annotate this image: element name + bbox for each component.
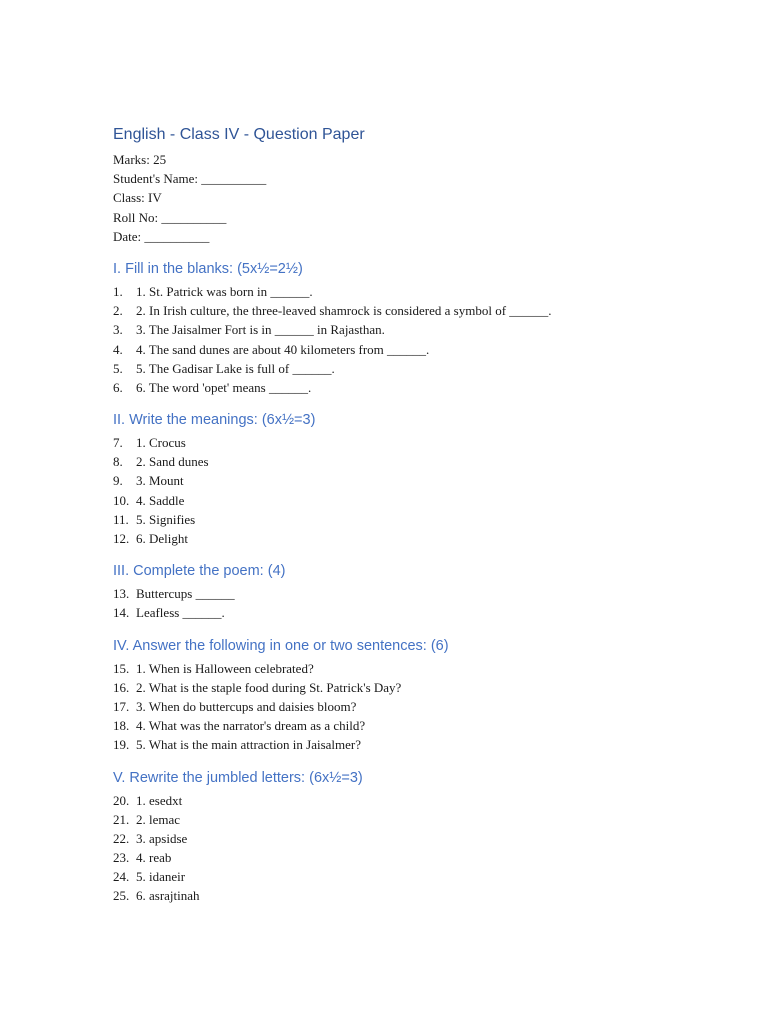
question-text: 5. What is the main attraction in Jaisalmer?	[136, 737, 362, 753]
question-text: 3. Mount	[136, 473, 184, 489]
question-text: Buttercups ______	[136, 586, 235, 602]
question-number: 8.	[113, 454, 123, 470]
question-item	[113, 378, 713, 397]
question-list	[113, 584, 713, 622]
question-number: 2.	[113, 303, 123, 319]
question-text: 3. apsidse	[136, 830, 188, 846]
question-text: 2. Sand dunes	[136, 454, 209, 470]
question-item	[113, 697, 713, 716]
question-text: 4. Saddle	[136, 492, 185, 508]
question-item	[113, 452, 713, 471]
section-heading: II. Write the meanings: (6x½=3)	[113, 412, 316, 429]
student-name-line: Student's Name: __________	[113, 171, 267, 187]
question-number: 12.	[113, 531, 130, 546]
question-item	[113, 848, 713, 867]
question-text: 4. The sand dunes are about 40 kilometers from ______.	[136, 341, 430, 357]
question-number: 5.	[113, 360, 123, 376]
section-complete-the-poem	[113, 561, 713, 622]
question-text: 2. lemac	[136, 811, 181, 827]
question-text: 6. The word 'opet' means ______.	[136, 379, 312, 395]
question-item	[113, 491, 713, 510]
question-item	[113, 810, 713, 829]
section-heading: I. Fill in the blanks: (5x½=2½)	[113, 260, 303, 277]
section-write-the-meanings	[113, 410, 713, 548]
question-text: 4. What was the narrator's dream as a child?	[136, 718, 366, 734]
question-text: 1. esedxt	[136, 792, 183, 808]
question-number: 19.	[113, 737, 130, 753]
question-item	[113, 340, 713, 359]
question-number: 9.	[113, 473, 123, 489]
question-number: 18.	[113, 718, 130, 734]
question-item	[113, 829, 713, 848]
question-number: 16.	[113, 679, 130, 695]
class-line: Class: IV	[113, 190, 162, 206]
question-item	[113, 320, 713, 339]
section-heading: IV. Answer the following in one or two sentences: (6)	[113, 637, 449, 654]
question-text: 6. asrajtinah	[136, 888, 200, 904]
question-number: 20.	[113, 792, 130, 808]
question-paper	[113, 124, 713, 906]
section-heading: III. Complete the poem: (4)	[113, 563, 286, 580]
question-number: 23.	[113, 850, 130, 866]
question-item	[113, 359, 713, 378]
question-number: 17.	[113, 698, 130, 714]
question-text: 4. reab	[136, 850, 172, 866]
question-number: 21.	[113, 811, 130, 827]
question-list	[113, 433, 713, 548]
question-item	[113, 301, 713, 320]
section-jumbled-letters	[113, 768, 713, 906]
question-item	[113, 510, 713, 529]
question-item	[113, 886, 713, 905]
question-item	[113, 735, 713, 754]
paper-meta	[113, 150, 713, 246]
question-number: 14.	[113, 605, 130, 621]
question-item	[113, 433, 713, 452]
question-text: 5. Signifies	[136, 511, 196, 527]
question-text: 3. The Jaisalmer Fort is in ______ in Rajasthan.	[136, 322, 385, 338]
question-item	[113, 584, 713, 603]
question-item	[113, 282, 713, 301]
question-text: 3. When do buttercups and daisies bloom?	[136, 698, 357, 714]
question-number: 1.	[113, 283, 123, 299]
marks-line: Marks: 25	[113, 152, 167, 167]
question-text: 2. What is the staple food during St. Patrick's Day?	[136, 679, 402, 695]
roll-no-line: Roll No: __________	[113, 209, 227, 225]
question-list	[113, 282, 713, 397]
question-number: 11.	[113, 511, 129, 527]
question-number: 15.	[113, 660, 130, 676]
question-number: 7.	[113, 435, 123, 451]
question-list	[113, 791, 713, 906]
question-item	[113, 867, 713, 886]
question-item	[113, 659, 713, 678]
question-text: 1. St. Patrick was born in ______.	[136, 283, 313, 299]
question-number: 13.	[113, 586, 130, 602]
question-number: 22.	[113, 830, 130, 846]
question-text: 2. In Irish culture, the three-leaved shamrock is considered a symbol of ______.	[136, 303, 552, 319]
page-title: English - Class IV - Question Paper	[113, 126, 365, 143]
question-number: 4.	[113, 341, 123, 357]
question-item	[113, 471, 713, 490]
question-text: 6. Delight	[136, 531, 188, 546]
question-number: 10.	[113, 492, 130, 508]
section-heading: V. Rewrite the jumbled letters: (6x½=3)	[113, 769, 363, 786]
question-item	[113, 678, 713, 697]
question-number: 6.	[113, 379, 123, 395]
section-answer-questions	[113, 636, 713, 755]
question-text: 1. When is Halloween celebrated?	[136, 660, 314, 676]
section-fill-in-the-blanks	[113, 259, 713, 397]
question-text: 1. Crocus	[136, 435, 186, 451]
question-number: 24.	[113, 869, 130, 885]
question-item	[113, 529, 713, 548]
question-number: 3.	[113, 322, 123, 338]
question-text: 5. idaneir	[136, 869, 186, 885]
question-item	[113, 603, 713, 622]
question-item	[113, 791, 713, 810]
question-number: 25.	[113, 888, 130, 904]
question-text: 5. The Gadisar Lake is full of ______.	[136, 360, 335, 376]
date-line: Date: __________	[113, 228, 210, 244]
question-item	[113, 716, 713, 735]
question-text: Leafless ______.	[136, 605, 225, 621]
question-list	[113, 659, 713, 755]
